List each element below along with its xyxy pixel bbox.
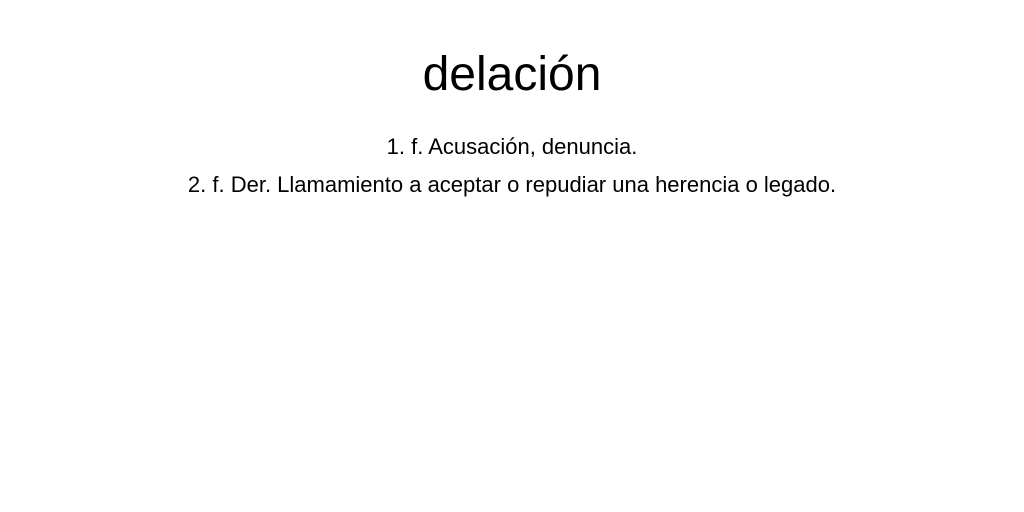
definition-item: 1. f. Acusación, denuncia. xyxy=(386,134,638,159)
definition-item: 2. f. Der. Llamamiento a aceptar o repudiar una herencia o legado. xyxy=(187,172,837,197)
definition-list xyxy=(0,128,1024,204)
headword-title: delación xyxy=(422,48,602,101)
